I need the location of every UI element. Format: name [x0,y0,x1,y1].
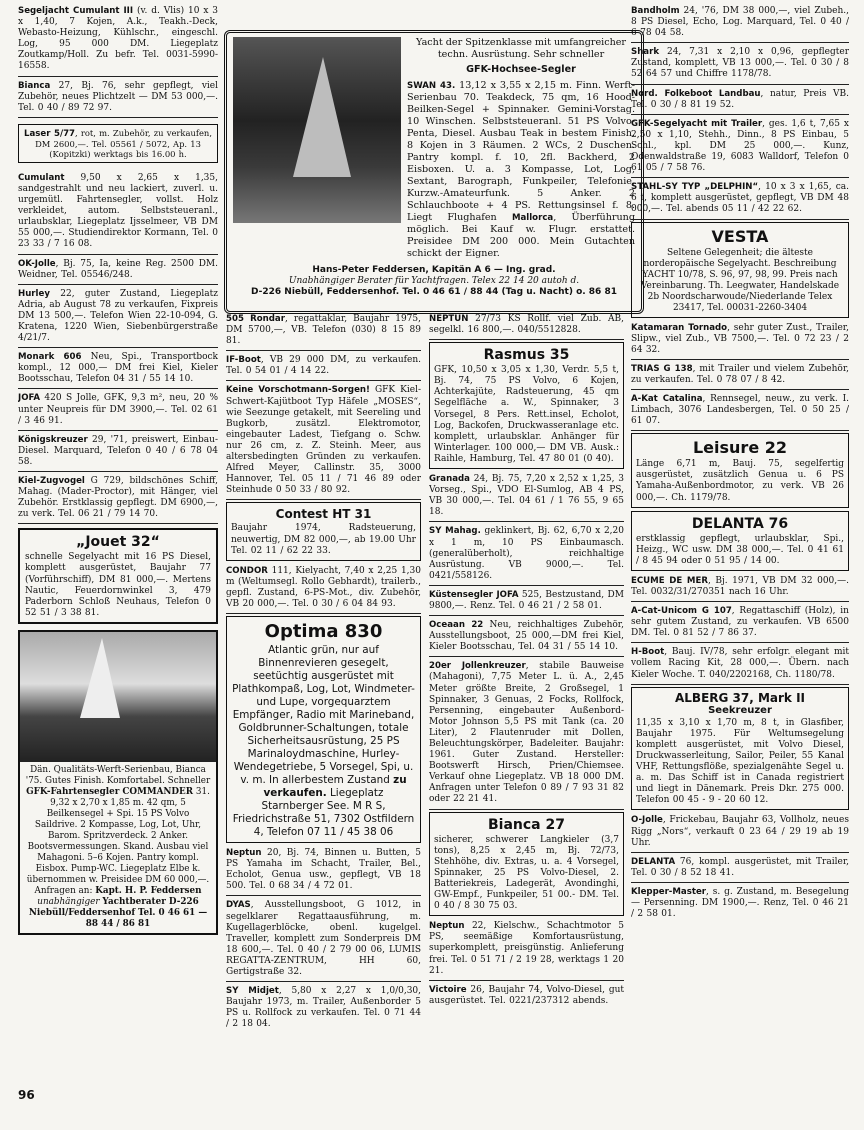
ad-h-boot: H-Boot, Bauj. IV/78, sehr erfolgr. elegant mit vollem Racing Kit, 28 000,—. Übern. nach Kieler Woche. T. 040/2202168, Ch. 1180/78. [631,645,849,684]
ad-commander [18,630,218,935]
ad-ecume: ECUME DE MER, Bj. 1971, VB DM 32 000,—. Tel. 0032/31/270351 nach 16 Uhr. [631,574,849,602]
ad-swan-43 [224,30,644,314]
ad-optima [226,616,421,843]
ad-bianca-27b-body: sicherer, schwerer Langkieler (3,7 tons), 8,25 x 2,45 m, Bj. 72/73, Stehhöhe, div. Extras, u. a. 4 Vorsegel, Spinnaker, 25 PS Volvo-Diesel, 2. Batteriekreis, Ladegerät, Avondinghi, GW-Empf., Funkpeiler, 51 00.- DM. Tel. 0 40 / 8 30 75 03. [434,834,619,912]
ad-vesta [631,222,849,318]
ad-alberg [631,687,849,811]
ad-alberg-body: 11,35 x 3,10 x 1,70 m, 8 t, in Glasfiber, Baujahr 1975. Für Weltumsegelung komplett ausgerüstet, mit Volvo Diesel, Druckwasserleitung, Sailor, Peiler, 55 Kanal VHF, Rettungsflöße, spezialgenähte Segel u. a. m. Das Schiff ist in Canada registriert und liegt in Dänemark. Preis Dkr. 275 000. Telefon 00 45 - 9 - 20 60 12. [636,717,844,806]
ad-leisure [631,433,849,507]
ad-laser: Laser 5/77, rot, m. Zubehör, zu verkaufen, DM 2600,—. Tel. 05561 / 5072, Ap. 13 (Kopitzki) werktags bis 16.00 h. [18,124,218,163]
ad-if-boot: IF-Boot, VB 29 000 DM, zu verkaufen. Tel. 0 54 01 / 4 14 22. [226,353,421,381]
ad-jollenkreuzer: 20er Jollenkreuzer, stabile Bauweise (Mahagoni), 7,75 Meter L. ü. A., 2,45 Meter größte Breite, 2 Großsegel, 1 Spinnaker, 3 Genuas, 2 Focks, Rollfock, Persenning, eingebauter Außenbord-Motor Johnson 5,5 PS mit Tank (ca. 20 Liter), 2 Flautenruder mit Dollen, Beleuchtungskörper, Badeleiter. Baujahr: 1961. Guter Zustand. Hersteller: Bootswerft Hirsch, Prien/Chiemsee. Verkauf ohne Liegeplatz. VB 18 000 DM. Anfragen unter Telefon 0 89 / 7 93 31 82 oder 22 21 41. [429,659,624,809]
ad-o-jolle: O-Jolle, Frickebau, Baujahr 63, Vollholz, neues Rigg „Nors“, verkauft 0 23 64 / 29 19 ab 19 Uhr. [631,813,849,852]
ad-moses: Keine Vorschotmann-Sorgen! GFK Kiel-Schwert-Kajütboot Typ Häfele „MOSES“, wie Seezunge getakelt, mit Seereling und Bugkorb, zusätzl. Elektromotor, eingebauter Ladest, Tiefgang o. Schw. nur 26 cm, z. Z. Steinh. Meer, aus altersbedingten Gründen zu verkaufen. Alfred Meyer, Callinstr. 35, 3000 Hannover, Tel. 05 11 / 71 46 89 oder Steinhude 0 50 33 / 80 92. [226,383,421,500]
ad-neptun-20: Neptun 20, Bj. 74, Binnen u. Butten, 5 PS Yamaha im Schacht, Trailer, Bel., Echolot, Genua usw., gepflegt, VB 18 500. Tel. 0 68 34 / 4 72 01. [226,846,421,896]
ad-alberg-sub: Seekreuzer [708,704,772,716]
ad-laser-wrap [18,120,218,169]
ad-jouet-title: „Jouet 32“ [76,534,160,551]
ad-delanta-title: DELANTA 76 [691,515,789,532]
column-3 [429,312,624,1012]
ad-victoire: Victoire 26, Baujahr 74, Volvo-Diesel, gut ausgerüstet. Tel. 0221/237312 abends. [429,984,624,1006]
ad-commander-body: Dän. Qualitäts-Werft-Serienbau, Bianca '75. Gutes Finish. Komfortabel. Schneller GFK-Fahrtensegler COMMANDER 31. 9,32 x 2,70 x 1,85 m. 42 qm, 5 Beilkensegel + Spi. 15 PS Volvo Saildrive. 2 Kompasse, Log, Lot, Uhr, Barom. Spritzverdeck. 2 Anker. Bootsvermessungen. Skand. Ausbau viel Mahagoni. 5–6 Kojen. Pantry kompl. Eisbox. Pump-WC. Liegeplatz Elbe k. übernommen w. Preisidee DM 60 000,—. Anfragen an: Kapt. H. P. Feddersen unabhängiger Yachtberater D-226 Niebüll/Feddersenhof Tel. 0 46 61 — 88 44 / 86 81 [25,764,211,929]
ad-sy-mahag: SY Mahag. geklinkert, Bj. 62, 6,70 x 2,20 x 1 m, 10 PS Einbaumasch. (generalüberholt), reichhaltige Ausrüstung. VB 9000,—. Tel. 0421/558126. [429,524,624,585]
swan-sail [293,57,351,177]
ad-delanta [631,511,849,571]
ad-folkeboot: Nord. Folkeboot Landbau, natur, Preis VB. Tel. 0 30 / 8 81 19 52. [631,87,849,115]
ad-oceaan: Oceaan 22 Neu, reichhaltiges Zubehör, Ausstellungsboot, 25 000,—DM frei Kiel, Kieler Bootsschau, Tel. 04 31 / 55 14 10. [429,618,624,657]
ad-dyas: DYAS, Ausstellungsboot, G 1012, in segelklarer Regattaausführung, m. Kugellagerblöcke, obenl. kugelgel. Traveller, komplett zum Sonderpreis DM 18 600,—. Tel. 0 40 / 2 79 00 06, LUMIS REGATTA-ZENTRUM, HH 60, Gertigstraße 32. [226,898,421,982]
column-1 [18,4,218,938]
swan-body: SWAN 43. 13,12 x 3,55 x 2,15 m. Finn. Werft-Serienbau 70. Teakdeck, 75 qm, 16 Hood-Beilken-Segel + Spinnaker. Gemini-Vorstag. 10 Winschen. Selbststeueranl. 51 PS Volvo-Penta, Diesel. Ausbau Teak in bestem Finish. 8 Kojen in 3 Räumen. 2 WCs, 2 Duschen. Pantry kompl. f. 10, 2fl. Backherd, 2 Eisboxen. U. a. 3 Kompasse, Lot, Log, Sextant, Barograph, Funkpeiler, Telefonie, Kurzw.-Amateurfunk. 5 Anker. 2 Schlauchboote + 4 PS. Rettungsinsel f. 8. Liegt Flughafen Mallorca, Überführung möglich. Bei Kauf w. Flugr. erstattet. Preisidee DM 200 000. Mein Gutachten schickt der Eigner. [407,80,635,259]
sail-shape [80,638,120,718]
ad-catalina: A-Kat Catalina, Rennsegel, neuw., zu verk. I. Limbach, 3076 Landesbergen, Tel. 0 50 25 / 61 07. [631,392,849,431]
ad-contest-body: Baujahr 1974, Radsteuerung, neuwertig, DM 82 000,—, ab 19.00 Uhr Tel. 02 11 / 62 22 33. [231,523,416,556]
ad-cumulant: Cumulant 9,50 x 2,65 x 1,35, sandgestrahlt und neu lackiert, zuverl. u. urgemütl. Fahrtensegler, vollst. Holz verkleidet, autom. Selbststeueranl., urlaubsklar, Liegeplatz Ijsselmeer, VB DM 55 000,—. Studiendirektor Kormann, Tel. 0 23 33 / 7 16 08. [18,171,218,255]
ad-trias: TRIAS G 138, mit Trailer und vielem Zubehör, zu verkaufen. Tel. 0 78 07 / 8 42. [631,362,849,390]
ad-rasmus-title: Rasmus 35 [483,347,570,364]
ad-koenigskreuzer: Königskreuzer 29, '71, preiswert, Einbau-Diesel. Marquard, Telefon 0 40 / 6 78 04 58. [18,433,218,472]
ad-contest [226,502,421,560]
swan-contact-3: D-226 Niebüll, Feddersenhof. Tel. 0 46 61 / 88 44 (Tag u. Nacht) o. 86 81 [251,287,617,297]
ad-jofa: JOFA 420 S Jolle, GFK, 9,3 m², neu, 20 % unter Neupreis für DM 3900,—. Tel. 02 61 / 3 46 91. [18,391,218,430]
ad-delanta-76b: DELANTA 76, kompl. ausgerüstet, mit Trailer, Tel. 0 30 / 8 52 18 41. [631,855,849,883]
ad-optima-body: Atlantic grün, nur auf Binnenrevieren gesegelt, seetüchtig ausgerüstet mit Plathkompaß, Log, Lot, Windmeter- und Lupe, vorgequarztem Empfänger, Radio mit Marineband, Goldbrunner-Schaltungen, totale Sicherheitsausrüstung, 25 PS Marinaloydmaschine, Hurley-Wendegetriebe, 5 Vorsegel, Spi, u. v. m. In allerbestem Zustand zu verkaufen. Liegeplatz Starnberger See. M R S, Friedrichstraße 51, 7302 Ostfildern 4, Telefon 07 11 / 45 38 06 [232,644,415,839]
ad-gfk-trailer: GFK-Segelyacht mit Trailer, ges. 1,6 t, 7,65 x 2,50 x 1,10, Stehh., Dinn., 8 PS Einbau, 5 Schl., kpl. DM 25 000,—. Kunz, Odenwaldstraße 19, 6083 Walldorf, Telefon 0 61 05 / 7 58 76. [631,117,849,178]
ad-leisure-title: Leisure 22 [692,438,788,458]
ad-neptun-22: Neptun 22, Kielschw., Schachtmotor 5 PS, seemäßige Komfortausrüstung, superkomplett, preisgünstig. Anlieferung frei. Tel. 0 51 71 / 2 19 28, werktags 1 20 21. [429,919,624,980]
ad-vesta-body: Seltene Gelegenheit; die älteste norderopäische Segelyacht. Beschreibung YACHT 10/78, S. 96, 97, 98, 99. Preis nach Vereinbarung. Th. Leegwater, Handelskade 2b Noordscharwoude/Niederlande Telex 23417, Tel. 00031-2260-3404 [640,247,840,313]
ad-rasmus-body: GFK, 10,50 x 3,05 x 1,30, Verdr. 5,5 t, Bj. 74, 75 PS Volvo, 6 Kojen, Achterkajüte, Radsteuerung, 45 qm Segelfläche a. W., Spinnaker, 3 Vorsegel, 8 Pers. Rett.insel, Echolot, Log, Backofen, Druckwasseranlage etc. komplett, urlaubsklar. Anhänger für Winterlager. 100 000,— DM VB. Ausk.: Raihle, Hamburg, Tel. 47 80 01 (0 40). [434,365,619,464]
ad-kuestensegler: Küstensegler JOFA 525, Bestzustand, DM 9800,—. Renz. Tel. 0 46 21 / 2 58 01. [429,588,624,616]
swan-intro: Yacht der Spitzenklasse mit umfangreicher techn. Ausrüstung. Sehr schneller [415,37,627,60]
swan-type: GFK-Hochsee-Segler [466,64,576,75]
ad-hurley: Hurley 22, guter Zustand, Liegeplatz Adria, ab August 78 zu verkaufen, Fixpreis DM 13 500,—. Telefon Wien 22-10-094, G. Kratena, 1220 Wien, Siebenbürgerstraße 4/21/7. [18,287,218,348]
ad-jouet [18,528,218,624]
swan-contact-2: Unabhängiger Berater für Yachtfragen. Telex 22 14 20 autoh d. [288,276,580,286]
ad-optima-title: Optima 830 [264,621,383,643]
ad-shark: Shark 24, 7,31 x 2,10 x 0,96, gepflegter Zustand, komplett, VB 13 000,—. Tel. 0 30 / 8 52 64 57 und Chiffre 1178/78. [631,45,849,84]
ad-klepper: Klepper-Master, s. g. Zustand, m. Besegelung — Persenning. DM 1900,—. Renz, Tel. 0 46 21 / 2 58 01. [631,886,849,920]
ad-a-cat-unicom: A-Cat-Unicom G 107, Regattaschiff (Holz), in sehr gutem Zustand, zu verkaufen. VB 6500 DM. Tel. 0 81 52 / 7 86 37. [631,604,849,643]
swan-photo [233,37,401,223]
ad-bandholm: Bandholm 24, '76, DM 38 000,—, viel Zubeh., 8 PS Diesel, Echo, Log. Marquard, Tel. 0 40 / 6 78 04 58. [631,4,849,43]
ad-ok-jolle: OK-Jolle, Bj. 75, Ia, keine Reg. 2500 DM. Weidner, Tel. 05546/248. [18,257,218,285]
page-number: 96 [18,1088,35,1102]
ad-contest-title: Contest HT 31 [275,507,372,522]
ad-kiel-zugvogel: Kiel-Zugvogel G 729, bildschönes Schiff, Mahag. (Mader-Proctor), mit Hänger, viel Zubehör. Erstklassig gepflegt. DM 6900,—, zu verk. Tel. 06 21 / 79 14 70. [18,474,218,524]
ad-leisure-body: Länge 6,71 m, Bauj. 75, segelfertig ausgerüstet, zusätzlich Genua u. 6 PS Yamaha-Außenbordmotor, zu verk. VB 26 000,—. Ch. 1179/78. [636,459,844,503]
swan-contact-1: Hans-Peter Feddersen, Kapitän A 6 — Ing. grad. [312,265,556,275]
column-2 [226,312,421,1035]
boat-photo [20,632,216,762]
ad-505-rondar: 505 Rondar, regattaklar, Baujahr 1975, DM 5700,—, VB. Telefon (030) 8 15 89 81. [226,312,421,351]
column-4 [631,4,849,925]
ad-cumulant-iii: Segeljacht Cumulant III (v. d. Vlis) 10 x 3 x 1,40, 7 Kojen, A.k., Teakh.-Deck, Webasto-Heizung, Kühlschr., eingeschl. Log, 95 000 DM. Liegeplatz Zoutkamp/Holl. Zu befr. Tel. 0031-5990-16558. [18,4,218,77]
ad-neptun-27: NEPTUN 27/73 KS Rollf. viel Zub. AB, segelkl. 16 800,—. 040/5512828. [429,312,624,340]
ad-monark: Monark 606 Neu, Spi., Transportbock kompl., 12 000,— DM frei Kiel, Kieler Bootsschau, Telefon 04 31 / 55 14 10. [18,350,218,389]
ad-bianca-27b [429,812,624,917]
ad-bianca-27b-title: Bianca 27 [488,816,565,833]
ad-jouet-body: schnelle Segelyacht mit 16 PS Diesel, komplett ausgerüstet, Baujahr 77 (Vorführschiff), DM 81 000,—. Mertens Nautic, Feuerdornwinkel 3, 479 Paderborn Schloß Neuhaus, Telefon 0 52 51 / 3 38 81. [25,552,211,618]
ad-sy-midjet: SY Midjet, 5,80 x 2,27 x 1,0/0,30, Baujahr 1973, m. Trailer, Außenborder 5 PS u. Rollfock zu verkaufen. Tel. 0 71 44 / 2 18 04. [226,986,421,1030]
ad-tornado: Katamaran Tornado, sehr guter Zust., Trailer, Slipw., viel Zub., VB 7500,—. Tel. 0 72 23 / 2 64 32. [631,321,849,360]
ad-alberg-title: ALBERG 37, Mark II [674,690,806,705]
ad-vesta-title: VESTA [711,226,769,246]
ad-condor: CONDOR 111, Kielyacht, 7,40 x 2,25 1,30 m (Weltumsegl. Rollo Gebhardt), trailerb., gepfl. Zustand, 6-PS-Mot., div. Zubehör, VB 20 000,—. Tel. 0 30 / 6 04 84 93. [226,564,421,614]
ad-bianca-27: Bianca 27, Bj. 76, sehr gepflegt, viel Zubehör, neues Plichtzelt — DM 53 000,—. Tel. 0 40 / 89 72 97. [18,79,218,118]
ad-rasmus [429,342,624,469]
ad-delanta-body: erstklassig gepflegt, urlaubsklar, Spi., Heizg., WC usw. DM 38 000,—. Tel. 0 41 61 / 8 45 94 oder 0 51 95 / 14 00. [636,533,844,566]
ad-granada: Granada 24, Bj. 75, 7,20 x 2,52 x 1,25, 3 Vorseg., Spi., VDO El-Sumlog, AB 4 PS, VB 30 000,—. Tel. 04 61 / 1 76 55, 9 65 18. [429,472,624,522]
ad-delphin: STAHL-SY TYP „DELPHIN“, 10 x 3 x 1,65, ca. 6 t, komplett ausgerüstet, gepflegt, VB DM 48 000,—. Tel. abends 05 11 / 42 22 62. [631,180,849,219]
